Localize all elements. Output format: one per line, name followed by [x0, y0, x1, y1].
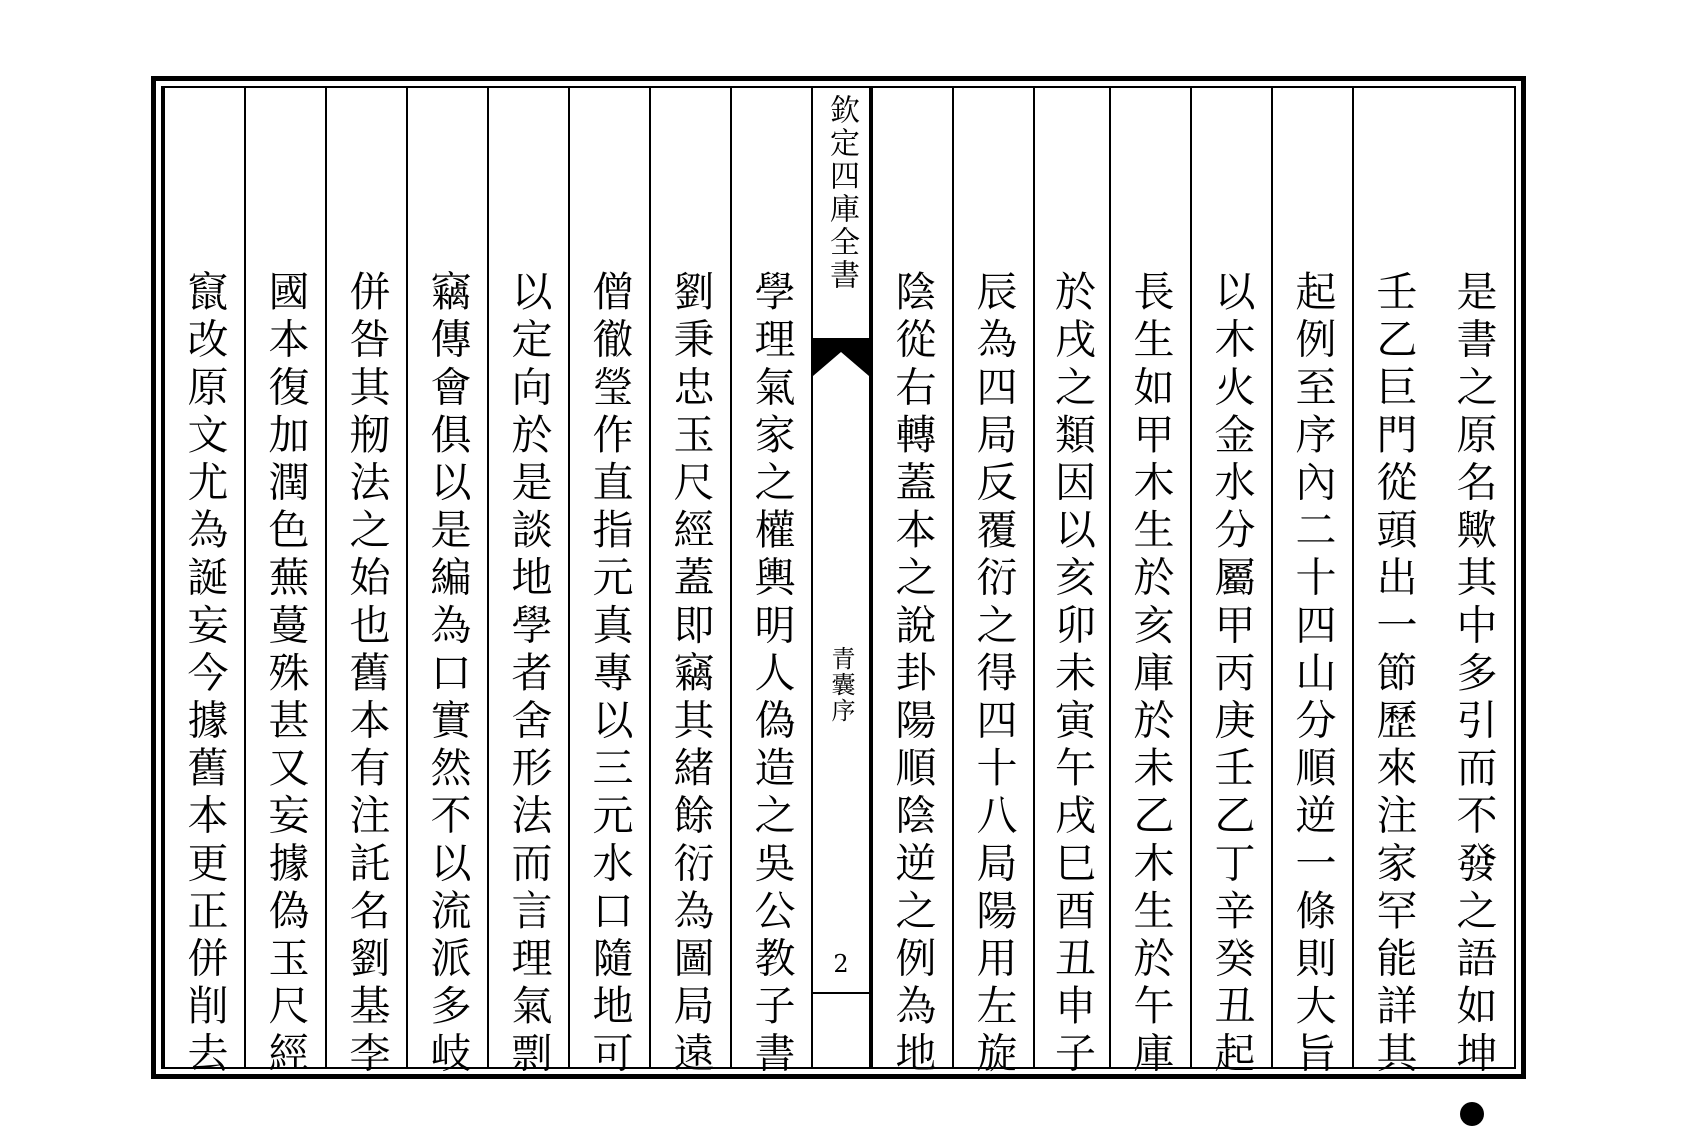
dot-mark-icon — [1460, 1102, 1484, 1126]
text-column-2 — [1352, 88, 1433, 1080]
fishtail-mark-icon — [813, 338, 869, 376]
text-column-14 — [325, 88, 406, 1080]
text-column-3 — [1271, 88, 1352, 1080]
text-column-6 — [1033, 88, 1109, 1080]
column-text: 於戌之類因以亥卯未寅午戌巳酉丑申子 — [1048, 270, 1096, 1080]
column-text: 以木火金水分屬甲丙庚壬乙丁辛癸丑起 — [1207, 270, 1256, 1080]
series-title: 欽定四庫全書 — [824, 94, 859, 292]
column-text: 竄改原文尤為誕妄今據舊本更正併削去 — [180, 270, 229, 1080]
column-text: 辰為四局反覆衍之得四十八局陽用左旋 — [969, 270, 1018, 1080]
text-column-1 — [1433, 88, 1514, 1080]
page-number: 2 — [833, 950, 849, 978]
book-title: 青囊序 — [827, 646, 855, 724]
text-column-4 — [1190, 88, 1271, 1080]
band-divider — [813, 992, 869, 994]
column-text: 長生如甲木生於亥庫於未乙木生於午庫 — [1126, 270, 1175, 1080]
center-band — [811, 88, 871, 1067]
column-text: 學理氣家之權輿明人偽造之吳公教子書 — [747, 270, 796, 1080]
column-text: 起例至序內二十四山分順逆一條則大旨 — [1288, 270, 1337, 1080]
text-column-5 — [1109, 88, 1190, 1080]
text-column-8 — [871, 88, 952, 1080]
column-text: 竊傳會俱以是編為口實然不以流派多岐 — [423, 270, 472, 1080]
text-column-10 — [649, 88, 730, 1080]
text-column-12 — [487, 88, 568, 1080]
column-text: 僧徹瑩作直指元真專以三元水口隨地可 — [585, 270, 634, 1080]
column-text: 國本復加潤色蕪蔓殊甚又妄據偽玉尺經 — [261, 270, 310, 1080]
text-column-15 — [244, 88, 325, 1080]
text-column-11 — [568, 88, 649, 1080]
column-text: 劉秉忠玉尺經蓋即竊其緒餘衍為圖局遠 — [666, 270, 715, 1080]
text-column-13 — [406, 88, 487, 1080]
text-column-7 — [952, 88, 1033, 1080]
column-text: 以定向於是談地學者舍形法而言理氣剽 — [504, 270, 553, 1080]
column-text: 壬乙巨門從頭出一節歷來注家罕能詳其 — [1369, 270, 1418, 1080]
column-text: 是書之原名歟其中多引而不發之語如坤 — [1449, 270, 1498, 1080]
text-column-16 — [163, 88, 244, 1080]
text-column-9 — [730, 88, 811, 1080]
column-text: 併咎其剏法之始也舊本有注託名劉基李 — [342, 270, 391, 1080]
column-text: 陰從右轉蓋本之說卦陽順陰逆之例為地 — [888, 270, 937, 1080]
